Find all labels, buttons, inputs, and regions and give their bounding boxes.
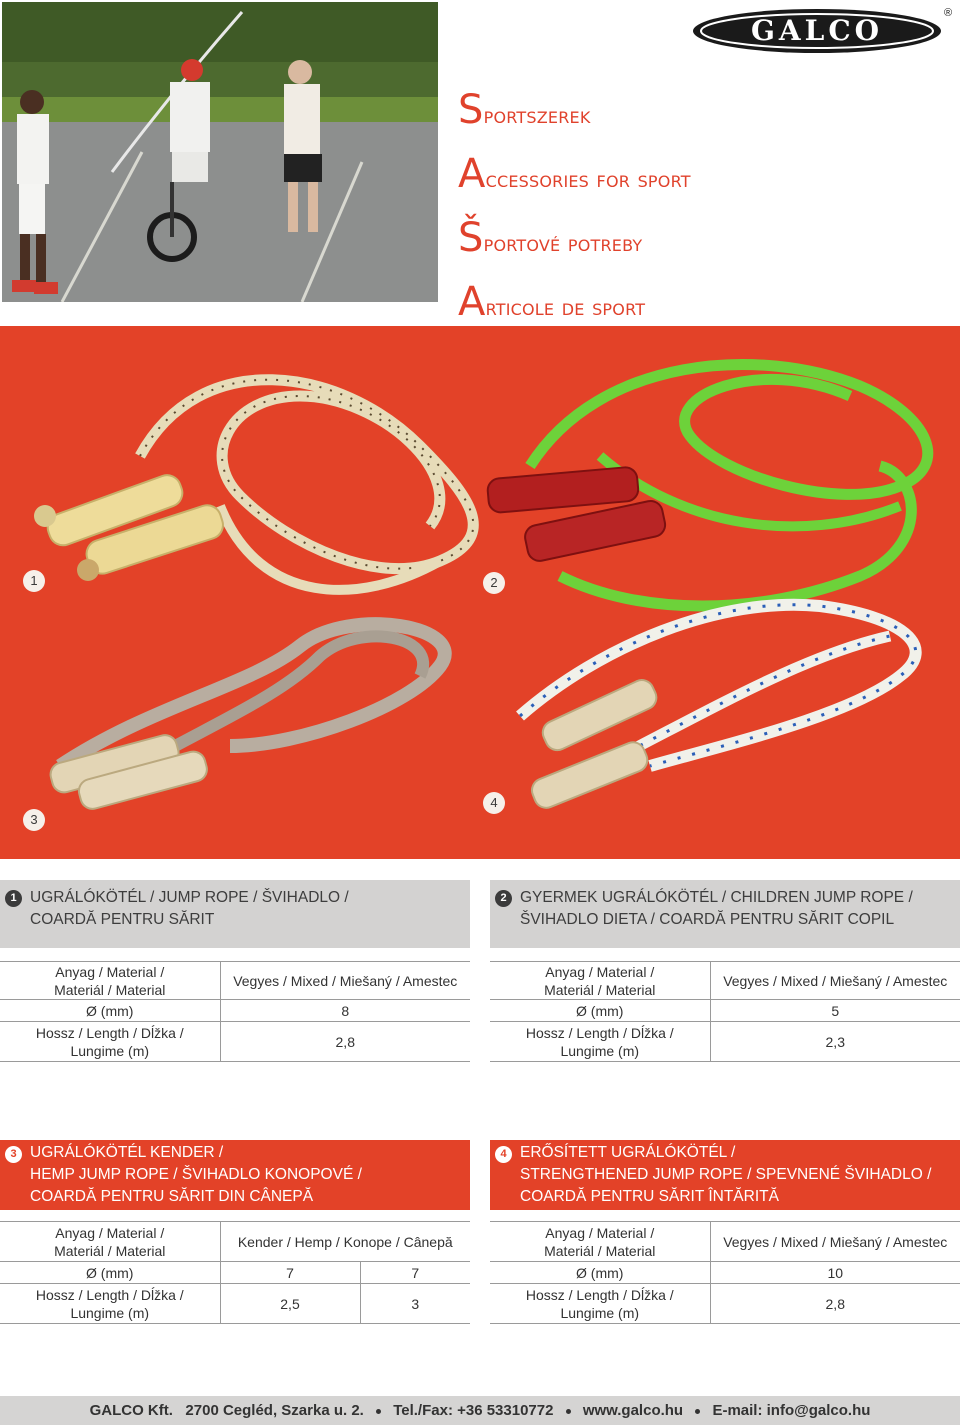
footer-email-link[interactable]: E-mail: info@galco.hu [712,1402,871,1419]
length-label-line-1: Hossz / Length / Dĺžka / [35,1024,184,1041]
material-label [490,962,710,1000]
product-1-number-badge: 1 [5,890,22,907]
product-ropes-illustration [0,326,960,859]
product-3-header [0,1140,470,1210]
product-number-4: 4 [483,792,505,814]
footer-phone: Tel./Fax: +36 53310772 [393,1402,554,1419]
product-2-number-badge: 2 [495,890,512,907]
product-3-number-badge: 3 [5,1146,22,1163]
length-value: 2,8 [710,1284,960,1324]
product-1-header [0,880,470,948]
product-3-name-line-2: HEMP JUMP ROPE / ŠVIHADLO KONOPOVÉ / [30,1166,362,1183]
footer-contact-bar [0,1396,960,1425]
material-label-line-2: Materiál / Material [54,981,166,998]
title-slovak: Športové potreby [458,215,643,261]
length-label-line-1: Hossz / Length / Dĺžka / [525,1024,674,1041]
material-value: Vegyes / Mixed / Miešaný / Amestec [710,1222,960,1262]
galco-logo [690,4,956,56]
rope-2-image [487,365,928,606]
length-label-line-2: Lungime (m) [560,1304,640,1321]
rope-1-image [34,380,473,590]
product-3-spec-table [0,1221,470,1324]
length-label [490,1022,710,1062]
product-4-spec-table [490,1221,960,1324]
material-label-line-1: Anyag / Material / [545,963,655,980]
diameter-label: Ø (mm) [0,1000,220,1022]
material-label [490,1222,710,1262]
diameter-label: Ø (mm) [490,1000,710,1022]
rope-3-image [48,624,445,811]
product-4-name-line-1: ERŐSÍTETT UGRÁLÓKÖTÉL / [520,1144,736,1161]
product-number-3: 3 [23,809,45,831]
diameter-value: 10 [710,1262,960,1284]
logo-text: GALCO [751,14,883,47]
footer-address: 2700 Cegléd, Szarka u. 2. [185,1402,364,1419]
length-label-line-1: Hossz / Length / Dĺžka / [525,1286,674,1303]
separator-dot-icon [566,1409,571,1414]
diameter-value: 5 [710,1000,960,1022]
product-1-name-line-1: UGRÁLÓKÖTÉL / JUMP ROPE / ŠVIHADLO / [30,889,349,906]
product-4-name-line-2: STRENGTHENED JUMP ROPE / SPEVNENÉ ŠVIHADLO / [520,1166,932,1183]
product-4-name-line-3: COARDĂ PENTRU SĂRIT ÎNTĂRITĂ [520,1188,779,1205]
material-label-line-2: Materiál / Material [544,1242,656,1259]
product-number-1: 1 [23,570,45,592]
product-4-header [490,1140,960,1210]
registered-mark: ® [944,7,953,19]
material-label-line-1: Anyag / Material / [55,963,165,980]
material-label-line-2: Materiál / Material [544,981,656,998]
product-3-name-line-3: COARDĂ PENTRU SĂRIT DIN CÂNEPĂ [30,1188,314,1205]
rope-4-image [520,605,916,812]
galco-logo-mark [690,4,956,56]
product-image-panel [0,326,960,859]
material-value: Vegyes / Mixed / Miešaný / Amestec [710,962,960,1000]
length-label-line-1: Hossz / Length / Dĺžka / [35,1286,184,1303]
length-label-line-2: Lungime (m) [70,1304,150,1321]
length-value: 2,5 [220,1284,360,1324]
length-value-2: 3 [360,1284,470,1324]
diameter-value: 7 [220,1262,360,1284]
diameter-value: 8 [220,1000,470,1022]
length-label [490,1284,710,1324]
title-english: Accessories for sport [458,151,691,197]
footer-website-link[interactable]: www.galco.hu [582,1402,684,1419]
length-value: 2,8 [220,1022,470,1062]
product-1-name-line-2: COARDĂ PENTRU SĂRIT [30,911,215,928]
length-label-line-2: Lungime (m) [560,1042,640,1059]
footer-company: GALCO Kft. [89,1402,173,1419]
title-romanian: Articole de sport [458,279,646,325]
diameter-label: Ø (mm) [0,1262,220,1284]
material-label-line-1: Anyag / Material / [545,1224,655,1241]
material-value: Kender / Hemp / Konope / Cânepă [220,1222,470,1262]
separator-dot-icon [695,1409,700,1414]
length-label-line-2: Lungime (m) [70,1042,150,1059]
product-2-header [490,880,960,948]
product-4-number-badge: 4 [495,1146,512,1163]
material-label-line-2: Materiál / Material [54,1242,166,1259]
product-2-name-line-1: GYERMEK UGRÁLÓKÖTÉL / CHILDREN JUMP ROPE / [520,889,913,906]
material-label [0,962,220,1000]
title-hungarian: Sportszerek [458,87,591,133]
material-value: Vegyes / Mixed / Miešaný / Amestec [220,962,470,1000]
product-2-name-line-2: ŠVIHADLO DIETA / COARDĂ PENTRU SĂRIT COPIL [520,911,895,928]
hero-photo-illustration [2,2,438,302]
separator-dot-icon [376,1409,381,1414]
product-1-spec-table [0,961,470,1062]
diameter-value-2: 7 [360,1262,470,1284]
product-number-2: 2 [483,572,505,594]
material-label [0,1222,220,1262]
hero-photo [2,2,438,302]
diameter-label: Ø (mm) [490,1262,710,1284]
length-value: 2,3 [710,1022,960,1062]
length-label [0,1022,220,1062]
material-label-line-1: Anyag / Material / [55,1224,165,1241]
product-2-spec-table [490,961,960,1062]
catalog-titles [458,78,691,334]
length-label [0,1284,220,1324]
product-3-name-line-1: UGRÁLÓKÖTÉL KENDER / [30,1144,224,1161]
